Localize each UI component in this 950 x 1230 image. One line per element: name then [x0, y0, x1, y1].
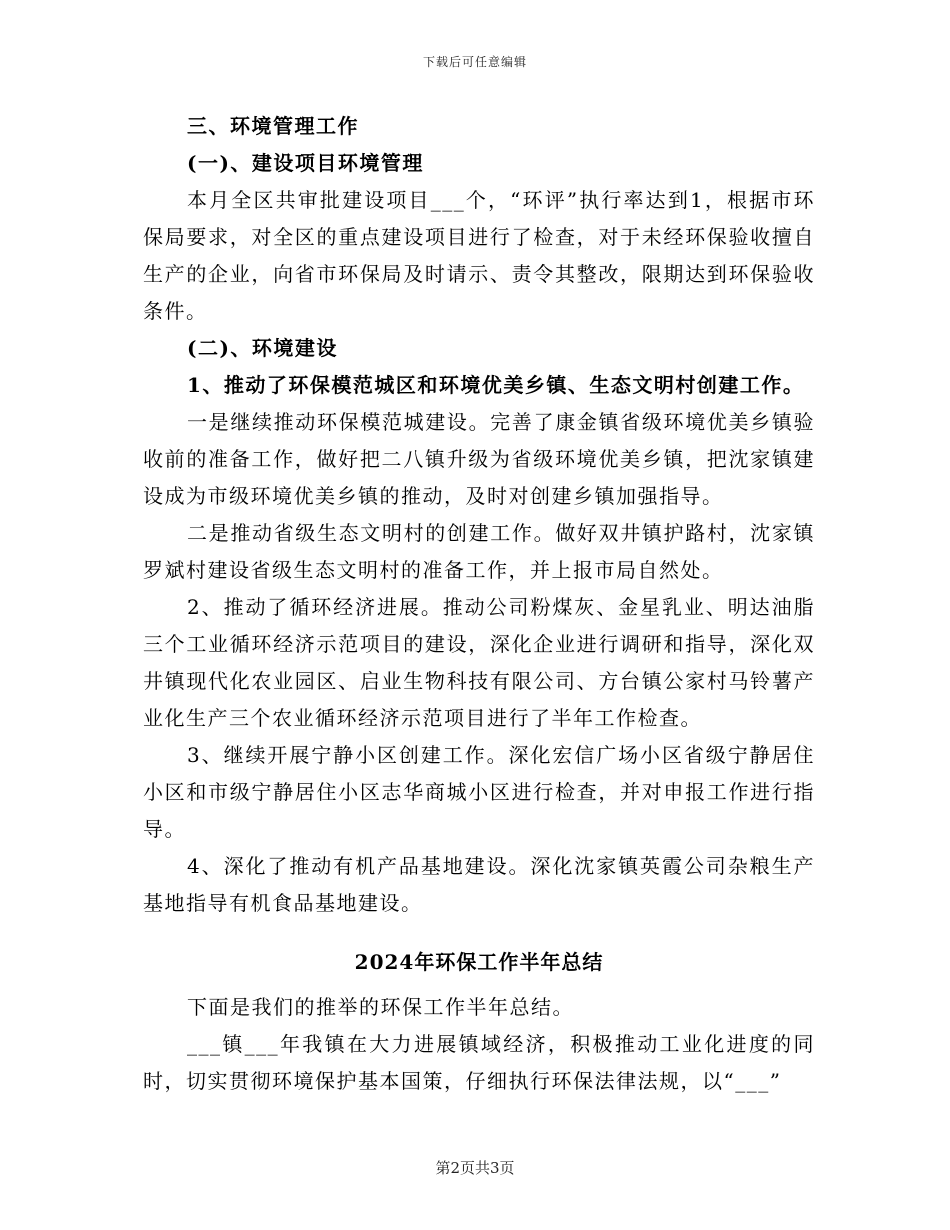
- page-number: 第2页共3页: [435, 1159, 515, 1177]
- paragraph: 2、推动了循环经济进展。推动公司粉煤灰、金星乳业、明达油脂三个工业循环经济示范项目的建设，深化企业进行调研和指导，深化双井镇现代化农业园区、启业生物科技有限公司、方台镇公家村马铃薯产业化生产三个农业循环经济示范项目进行了半年工作检查。: [143, 595, 815, 730]
- paragraph: 下面是我们的推举的环保工作半年总结。: [187, 995, 574, 1019]
- paragraph: 本月全区共审批建设项目___个，“环评”执行率达到1，根据市环保局要求，对全区的重点建设项目进行了检查，对于未经环保验收擅自生产的企业，向省市环保局及时请示、责令其整改，限期达到环保验收条件。: [143, 188, 815, 323]
- section-heading: 三、环境管理工作: [187, 114, 359, 138]
- paragraph: 3、继续开展宁静小区创建工作。深化宏信广场小区省级宁静居住小区和市级宁静居住小区志华商城小区进行检查，并对申报工作进行指导。: [143, 743, 815, 841]
- paragraph: 二是推动省级生态文明村的创建工作。做好双井镇护路村，沈家镇罗斌村建设省级生态文明村的准备工作，并上报市局自然处。: [143, 521, 815, 582]
- item-heading: 1、推动了环保模范城区和环境优美乡镇、生态文明村创建工作。: [187, 373, 805, 397]
- paragraph: ___镇___年我镇在大力进展镇域经济，积极推动工业化进度的同时，切实贯彻环境保护基本国策，仔细执行环保法律法规，以“___”: [143, 1032, 815, 1093]
- paragraph: 4、深化了推动有机产品基地建设。深化沈家镇英霞公司杂粮生产基地指导有机食品基地建设。: [143, 854, 815, 915]
- document-body: [143, 108, 815, 1100]
- subsection-heading: (二)、环境建设: [187, 336, 338, 360]
- article-title: 2024年环保工作半年总结: [354, 950, 604, 974]
- header-note: 下载后可任意编辑: [422, 55, 527, 69]
- paragraph: 一是继续推动环保模范城建设。完善了康金镇省级环境优美乡镇验收前的准备工作，做好把二八镇升级为省级环境优美乡镇，把沈家镇建设成为市级环境优美乡镇的推动，及时对创建乡镇加强指导。: [143, 410, 815, 508]
- subsection-heading: (一)、建设项目环境管理: [187, 151, 424, 175]
